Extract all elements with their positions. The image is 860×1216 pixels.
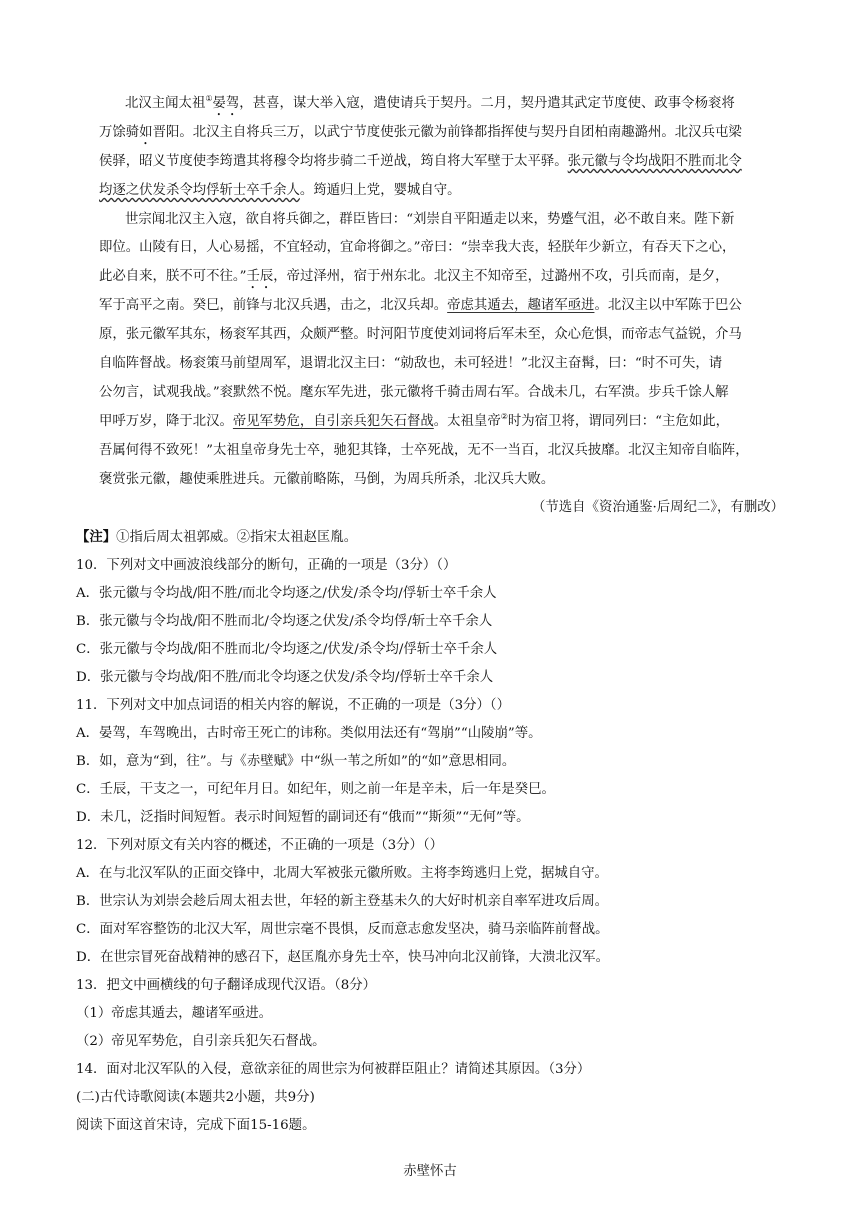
question-12-stem: 12．下列对原文有关内容的概述，不正确的一项是（3分）（） bbox=[76, 838, 444, 853]
question-14-stem: 14．面对北汉军队的入侵，意欲亲征的周世宗为何被群臣阻止？请简述其原因。（3分） bbox=[76, 1062, 591, 1077]
text: 侯驿，昭义节度使李筠遣其将穆令均将步骑二千逆战，筠自将大军壁于太平驿。 bbox=[99, 154, 568, 169]
passage-line-3 bbox=[99, 152, 800, 172]
section-heading: (二)古代诗歌阅读(本题共2小题，共9分) bbox=[76, 1090, 315, 1105]
text: ，帝过泽州，宿于州东北。北汉主不知帝至，过潞州不攻，引兵而南，是夕， bbox=[273, 269, 729, 284]
question-10-option-c: C．张元徽与令均战/阳不胜而北/令均逐之/伏发/杀令均/俘斩士卒千余人 bbox=[76, 642, 498, 657]
question-10-option-a: A．张元徽与令均战/阳不胜/而北令均逐之/伏发/杀令均/俘斩士卒千余人 bbox=[76, 586, 497, 601]
text: 北汉主闻太祖 bbox=[125, 96, 206, 111]
question-10-stem: 10．下列对文中画波浪线部分的断句，正确的一项是（3分）（） bbox=[76, 558, 457, 573]
question-13-sentence-2: （2）帝见军势危，自引亲兵犯矢石督战。 bbox=[76, 1034, 326, 1049]
text: 。太祖皇帝 bbox=[433, 414, 501, 429]
text: ，甚喜，谋大举入寇，遣使请兵于契丹。二月，契丹遣其武定节度使、政事令杨衮将 bbox=[239, 96, 735, 111]
question-11-option-a: A．晏驾，车驾晚出，古时帝王死亡的讳称。类似用法还有“驾崩”“山陵崩”等。 bbox=[76, 726, 542, 741]
passage-line-10: 自临阵督战。杨衮策马前望周军，退谓北汉主曰：“勍敌也，未可轻进！”北汉主奋髯，曰：“时不可失，请 bbox=[99, 356, 723, 371]
poem-title: 赤壁怀古 bbox=[403, 1164, 457, 1179]
footnote bbox=[76, 527, 800, 548]
passage-line-2 bbox=[99, 123, 800, 148]
question-13-sentence-1: （1）帝虑其遁去，趣诸军亟进。 bbox=[76, 1006, 272, 1021]
passage-line-7 bbox=[99, 267, 800, 292]
passage-line-8 bbox=[99, 296, 800, 316]
text: 万馀骑 bbox=[99, 125, 140, 140]
question-10-option-b: B．张元徽与令均战/阳不胜而北/令均逐之伏发/杀令均俘/斩士卒千余人 bbox=[76, 614, 493, 629]
question-12-option-c: C．面对军容整饬的北汉大军，周世宗毫不畏惧，反而意志愈发坚决，骑马亲临阵前督战。 bbox=[76, 922, 609, 937]
footnote-label: 【注】 bbox=[76, 529, 117, 545]
footnote-marker: ② bbox=[500, 412, 508, 421]
question-13-stem: 13．把文中画横线的句子翻译成现代汉语。（8分） bbox=[76, 978, 377, 993]
question-12-option-d: D．在世宗冒死奋战精神的感召下，赵匡胤亦身先士卒，快马冲向北汉前锋，大溃北汉军。 bbox=[76, 950, 609, 965]
passage-line-9: 原，张元徽军其东，杨衮军其西，众颇严整。时河阳节度使刘词将后军未至，众心危惧，而帝志气益锐，介马 bbox=[99, 327, 742, 342]
text: 甲呼万岁，降于北汉。 bbox=[99, 414, 233, 429]
passage-line-5: 世宗闻北汉主入寇，欲自将兵御之，群臣皆曰：“刘崇自平阳遁走以来，势蹙气沮，必不敢自来。陛下新 bbox=[125, 212, 735, 227]
underlined-sentence: 帝虑其遁去，趣诸军亟进 bbox=[447, 298, 595, 313]
question-11-option-b: B．如，意为“到，往”。与《赤壁赋》中“纵一苇之所如”的“如”意思相同。 bbox=[76, 754, 516, 769]
text: 此必自来，朕不可不往。” bbox=[99, 269, 247, 284]
passage-line-6: 即位。山陵有日，人心易摇，不宜轻动，宜命将御之。”帝曰：“崇幸我大丧，轻朕年少新立，有吞天下之心， bbox=[99, 240, 736, 255]
question-11-stem: 11．下列对文中加点词语的相关内容的解说，不正确的一项是（3分）（） bbox=[76, 698, 510, 713]
passage-line-11: 公勿言，试观我战。”衮默然不悦。麾东军先进，张元徽将千骑击周右军。合战未几，右军溃。步兵千馀人解 bbox=[99, 385, 729, 400]
wavy-underlined-text: 均逐之伏发杀令均俘斩士卒千余人 bbox=[99, 183, 300, 198]
passage-line-14: 褒赏张元徽，趣使乘胜进兵。元徽前略陈，马倒，为周兵所杀，北汉兵大败。 bbox=[99, 472, 555, 487]
footnote-text: ①指后周太祖郭威。②指宋太祖赵匡胤。 bbox=[116, 530, 358, 545]
dotted-word: 壬辰 bbox=[246, 269, 274, 284]
question-10-option-d: D．张元徽与令均战/阳不胜/而北令均逐之伏发/杀令均/俘斩士卒千余人 bbox=[76, 670, 494, 685]
text: 军于高平之南。癸巳，前锋与北汉兵遇，击之，北汉兵却。 bbox=[99, 298, 448, 313]
footnote-marker: ① bbox=[205, 94, 213, 103]
underlined-sentence: 帝见军势危，自引亲兵犯矢石督战 bbox=[232, 414, 434, 429]
question-12-option-a: A．在与北汉军队的正面交锋中，北周大军被张元徽所败。主将李筠逃归上党，据城自守。 bbox=[76, 866, 608, 881]
text: 。筠遁归上党，婴城自守。 bbox=[299, 183, 461, 198]
passage-line-12 bbox=[99, 412, 800, 432]
passage-line-4 bbox=[99, 181, 800, 201]
passage-line-13: 吾属何得不致死！”太祖皇帝身先士卒，驰犯其锋，士卒死战，无不一当百，北汉兵披靡。北汉主知帝自临阵， bbox=[99, 443, 749, 458]
question-11-option-c: C．壬辰，干支之一，可纪年月日。如纪年，则之前一年是辛未，后一年是癸巳。 bbox=[76, 782, 555, 797]
text: 晋阳。北汉主自将兵三万，以武宁节度使张元徽为前锋都指挥使与契丹自团柏南趣潞州。北汉兵屯梁 bbox=[152, 125, 742, 140]
question-12-option-b: B．世宗认为刘崇会趁后周太祖去世，年轻的新主登基未久的大好时机亲自率军进攻后周。 bbox=[76, 894, 609, 909]
text: 。北汉主以中军陈于巴公 bbox=[594, 298, 742, 313]
dotted-word: 如 bbox=[139, 125, 153, 140]
wavy-underlined-text: 张元徽与令均战阳不胜而北令 bbox=[567, 154, 742, 169]
dotted-word: 晏驾 bbox=[212, 96, 240, 111]
question-11-option-d: D．未几，泛指时间短暂。表示时间短暂的副词还有“俄而”“斯须”“无何”等。 bbox=[76, 810, 530, 825]
text: 时为宿卫将，谓同列曰：“主危如此， bbox=[507, 414, 729, 429]
section-instruction: 阅读下面这首宋诗，完成下面15-16题。 bbox=[76, 1118, 316, 1133]
passage-line-1 bbox=[125, 94, 800, 119]
source-citation: （节选自《资治通鉴·后周纪二》，有删改） bbox=[532, 500, 784, 515]
